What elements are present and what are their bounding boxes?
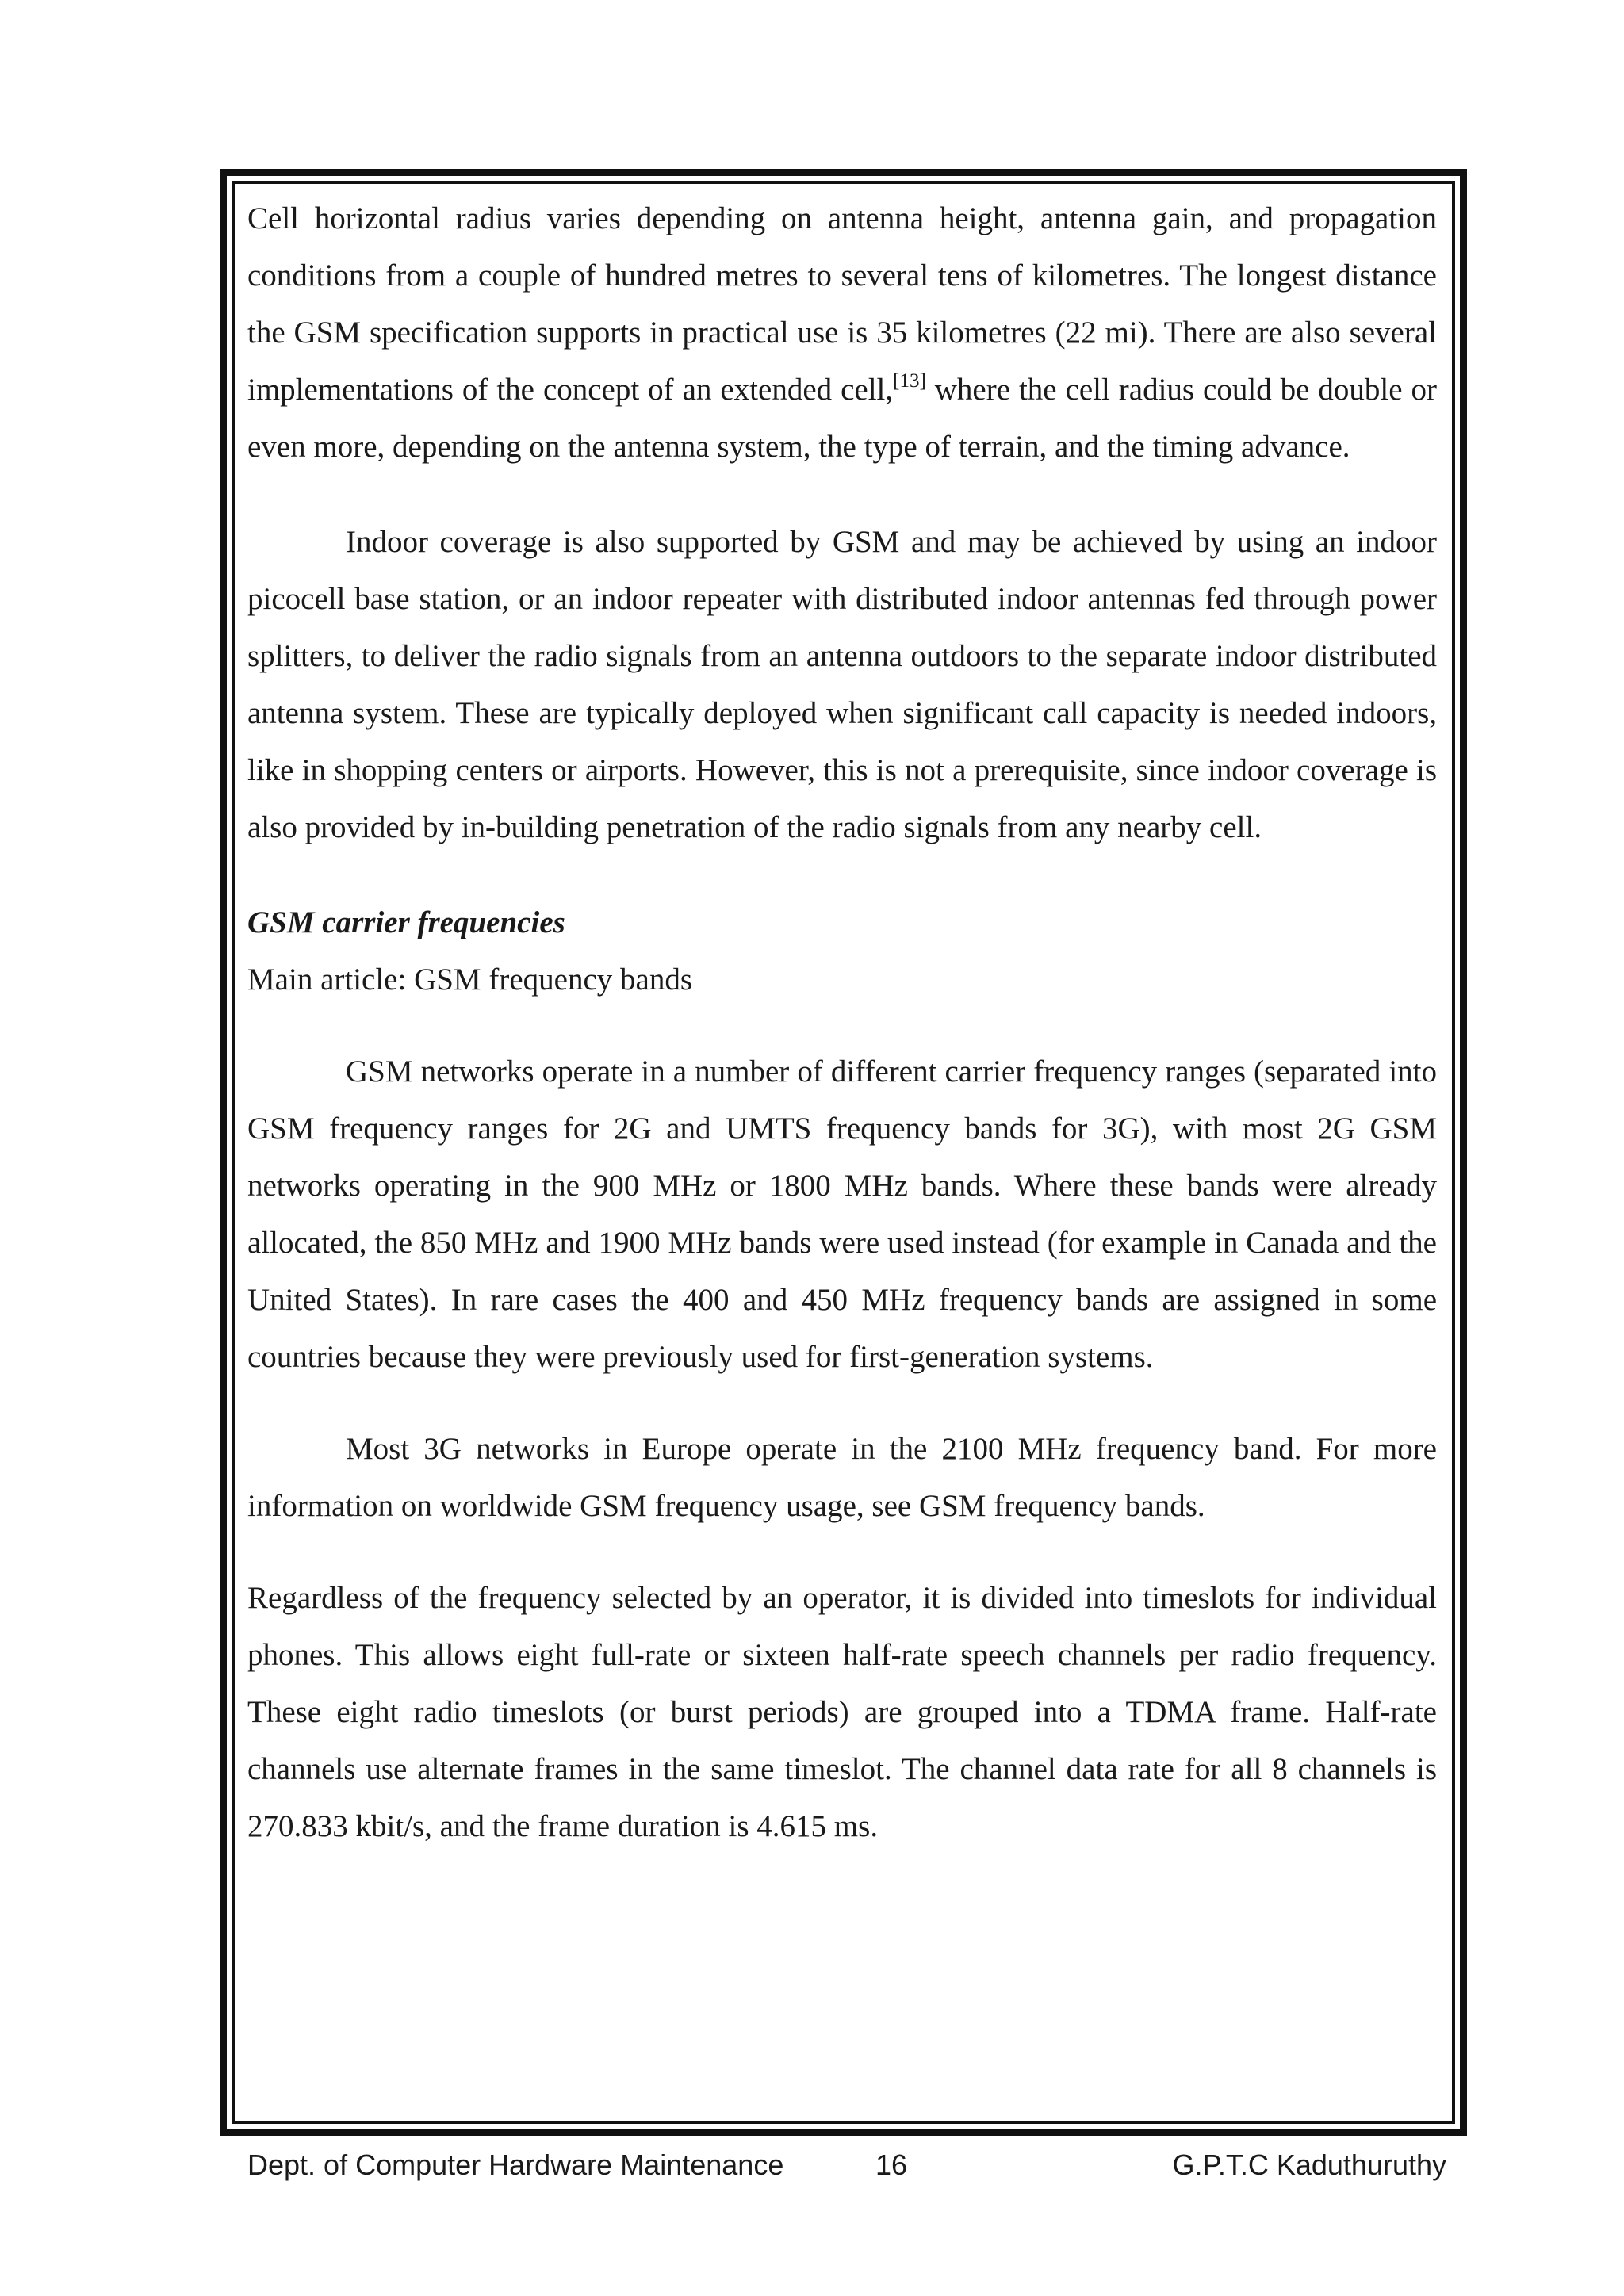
paragraph-carrier-frequencies: GSM networks operate in a number of different carrier frequency ranges (separated into GSM frequency ranges for 2G and UMTS frequency bands for 3G), with most 2G GSM networks operating in the 900 MHz or 1800 MHz bands. Where these bands were already allocated, the 850 MHz and 1900 MHz bands were used instead (for example in Canada and the United States). In rare cases the 400 and 450 MHz frequency bands are assigned in some countries because they were previously used for first-generation systems. xyxy=(247,1054,1437,1374)
citation-reference[interactable]: [13] xyxy=(893,370,926,392)
footer-department: Dept. of Computer Hardware Maintenance xyxy=(247,2149,784,2181)
footer-institution: G.P.T.C Kaduthuruthy xyxy=(1172,2149,1446,2181)
main-article-link[interactable]: Main article: GSM frequency bands xyxy=(247,962,693,997)
paragraph-indoor-coverage: Indoor coverage is also supported by GSM and may be achieved by using an indoor picocell base station, or an indoor repeater with distributed indoor antennas fed through power splitters, to deliver the radio signals from an antenna outdoors to the separate indoor distributed antenna system. These are typically deployed when significant call capacity is needed indoors, like in shopping centers or airports. However, this is not a prerequisite, since indoor coverage is also provided by in-building penetration of the radio signals from any nearby cell. xyxy=(247,525,1437,844)
footer-page-number: 16 xyxy=(875,2149,908,2181)
section-heading: GSM carrier frequencies xyxy=(247,905,565,939)
paragraph-cell-radius-tail: where the cell radius could be double or even more, depending on the antenna system, the type of terrain, and the timing advance. xyxy=(247,373,1437,464)
paragraph-cell-radius xyxy=(247,190,1437,476)
page-footer xyxy=(247,2149,1446,2188)
page-content xyxy=(247,190,1437,1855)
paragraph-3g-networks: Most 3G networks in Europe operate in the 2100 MHz frequency band. For more information on worldwide GSM frequency usage, see GSM frequency bands. xyxy=(247,1432,1437,1523)
paragraph-timeslots: Regardless of the frequency selected by an operator, it is divided into timeslots for individual phones. This allows eight full-rate or sixteen half-rate speech channels per radio frequency. These eight radio timeslots (or burst periods) are grouped into a TDMA frame. Half-rate channels use alternate frames in the same timeslot. The channel data rate for all 8 channels is 270.833 kbit/s, and the frame duration is 4.615 ms. xyxy=(247,1581,1437,1843)
paragraph-cell-radius-text: Cell horizontal radius varies depending on antenna height, antenna gain, and propagation conditions from a couple of hundred metres to several tens of kilometres. The longest distance the GSM specification supports in practical use is 35 kilometres (22 mi). There are also several implementations of the concept of an extended cell, xyxy=(247,201,1437,407)
